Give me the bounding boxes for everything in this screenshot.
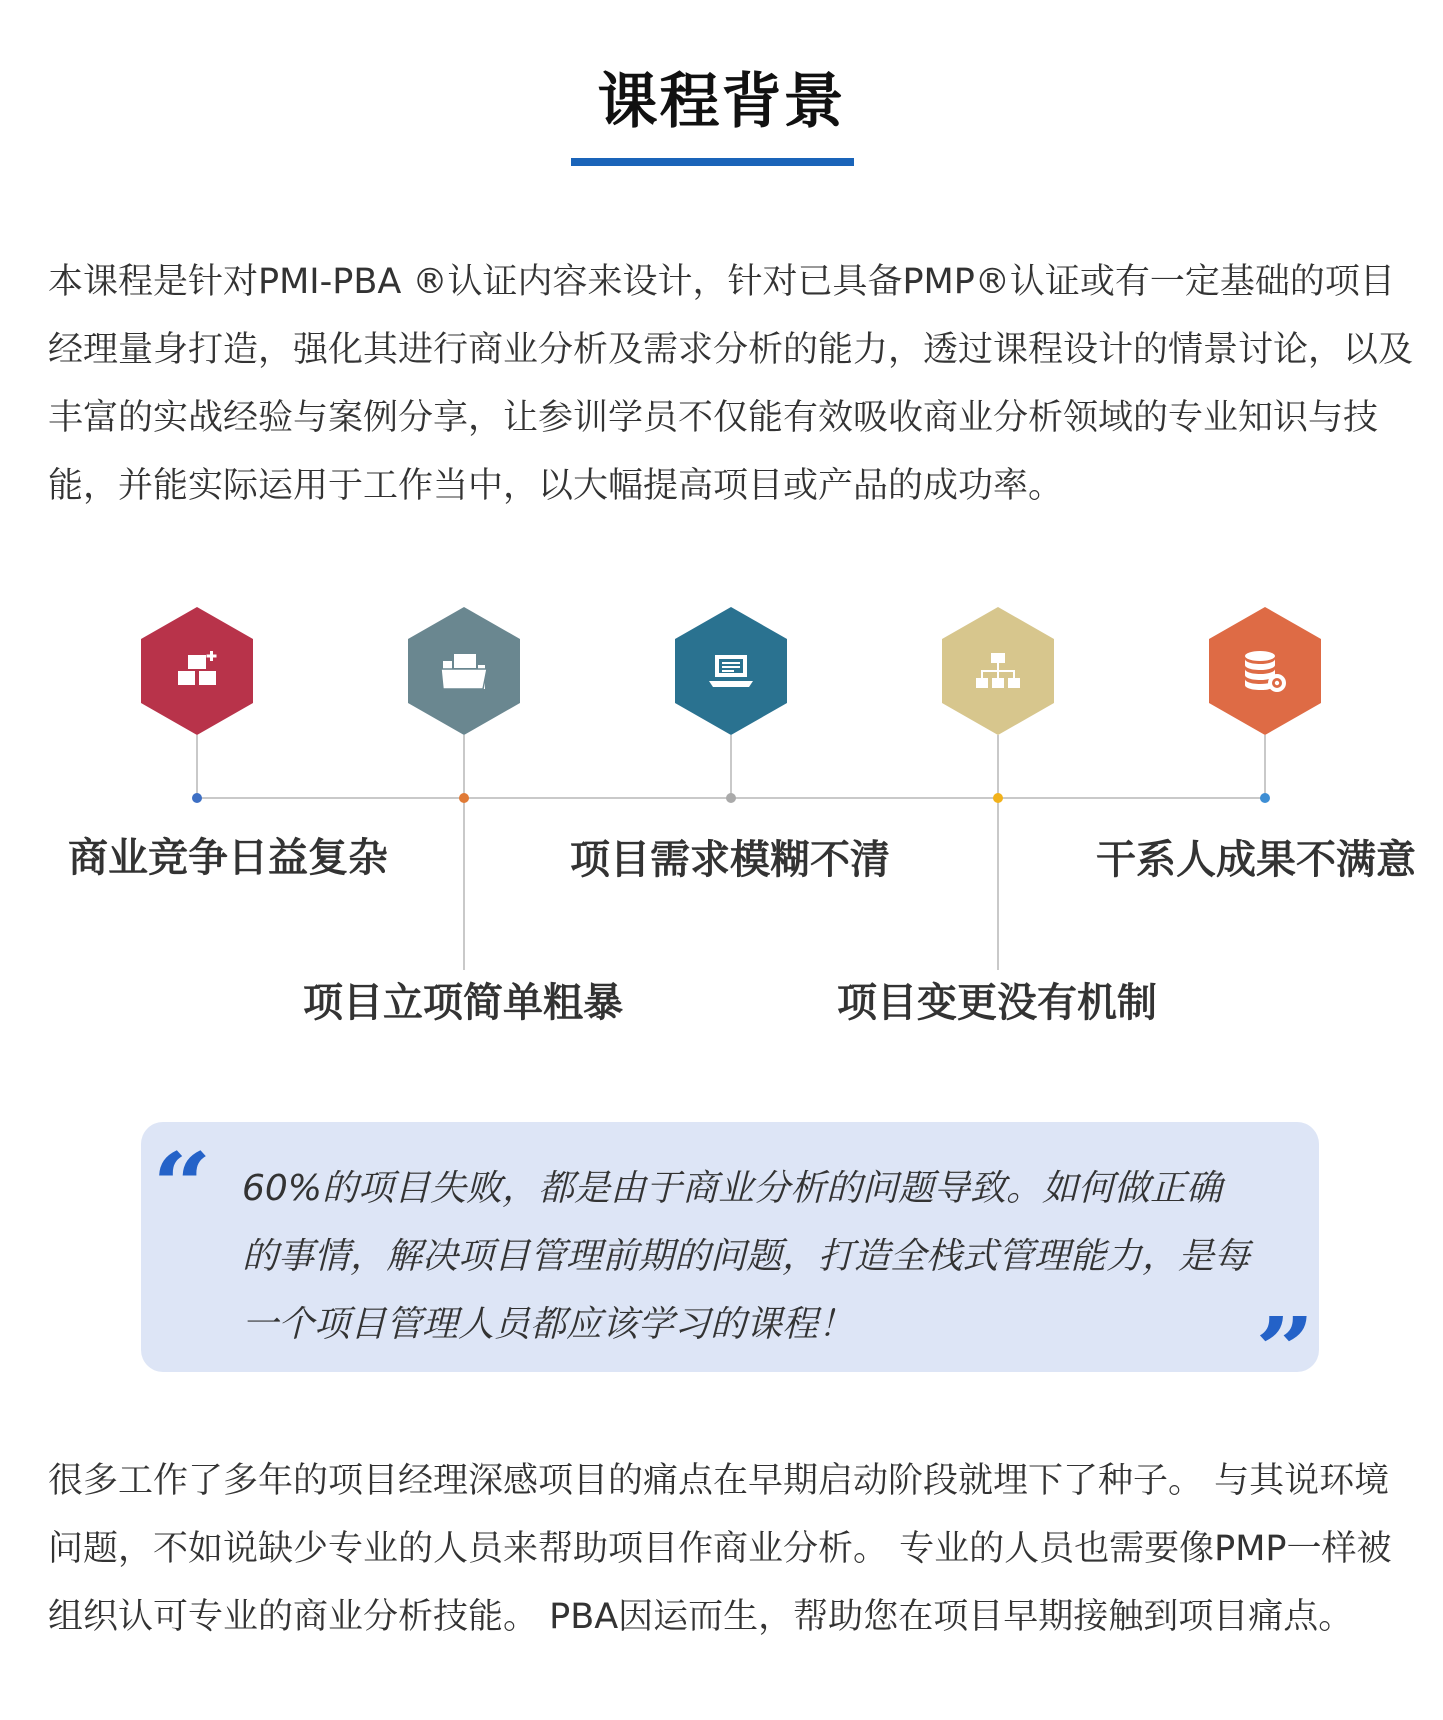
folder-icon [408,607,520,735]
org-chart-icon [942,607,1054,735]
timeline-connector-4 [997,735,999,970]
open-quote-mark: “ [152,1132,212,1237]
timeline-dot-2 [459,793,469,803]
page-title: 课程背景 [597,67,846,137]
timeline-label-4: 项目变更没有机制 [837,980,1157,1026]
gold-bars-icon [141,607,253,735]
title-underline [571,158,854,166]
timeline-connector-3 [730,735,732,797]
laptop-icon [675,607,787,735]
timeline-hex-2 [408,607,520,735]
database-gear-icon [1209,607,1321,735]
timeline-hex-3 [675,607,787,735]
timeline-hex-5 [1209,607,1321,735]
close-quote-mark: ” [1255,1297,1315,1402]
timeline-label-5: 干系人成果不满意 [1096,837,1416,883]
quote-text: 60%的项目失败，都是由于商业分析的问题导致。如何做正确的事情，解决项目管理前期的问题，打造全栈式管理能力，是每一个项目管理人员都应该学习的课程！ [242,1168,1251,1345]
timeline-label-2: 项目立项简单粗暴 [303,980,623,1026]
timeline-connector-2 [463,735,465,970]
timeline-dot-1 [192,793,202,803]
timeline-dot-4 [993,793,1003,803]
outro-paragraph: 很多工作了多年的项目经理深感项目的痛点在早期启动阶段就埋下了种子。 与其说环境问题，不如说缺少专业的人员来帮助项目作商业分析。 专业的人员也需要像PMP一样被组织认可专业的商业分析技能。 PBA因运而生，帮助您在项目早期接触到项目痛点。 [48,1461,1392,1637]
timeline-hex-4 [942,607,1054,735]
timeline-hex-1 [141,607,253,735]
timeline-dot-3 [726,793,736,803]
timeline-connector-5 [1264,735,1266,797]
timeline-connector-1 [196,735,198,797]
intro-paragraph: 本课程是针对PMI-PBA ®认证内容来设计，针对已具备PMP®认证或有一定基础的项目经理量身打造，强化其进行商业分析及需求分析的能力，透过课程设计的情景讨论，以及丰富的实战经验与案例分享，让参训学员不仅能有效吸收商业分析领域的专业知识与技能，并能实际运用于工作当中，以大幅提高项目或产品的成功率。 [48,262,1414,506]
timeline-label-3: 项目需求模糊不清 [570,837,890,883]
timeline-label-1: 商业竞争日益复杂 [68,835,388,881]
timeline-dot-5 [1260,793,1270,803]
